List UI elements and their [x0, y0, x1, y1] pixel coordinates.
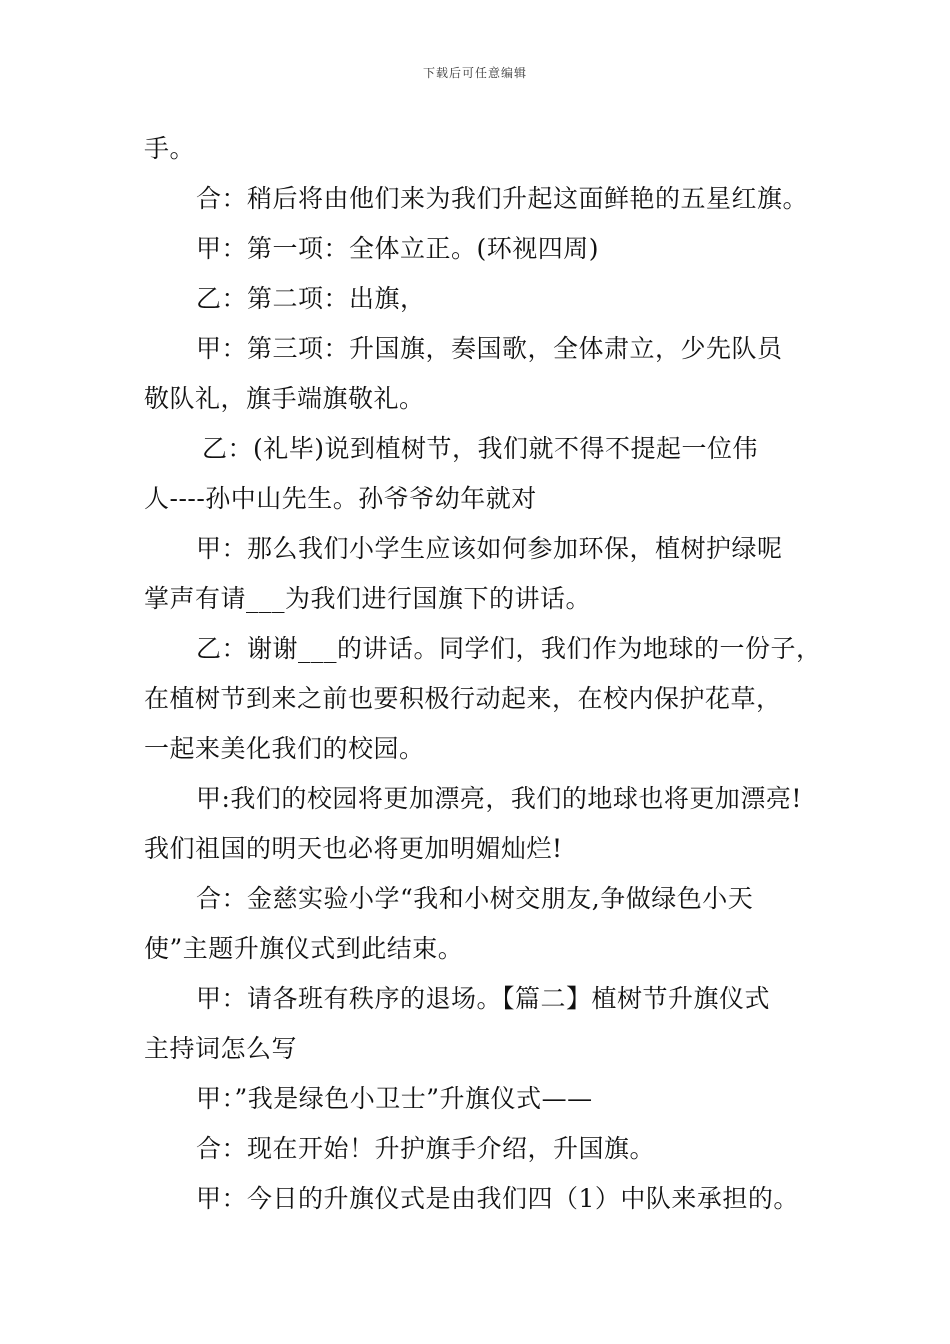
- paragraph-line: 甲：”我是绿色小卫士”升旗仪式——: [196, 1084, 593, 1113]
- paragraph-line: 合：现在开始！升护旗手介绍，升国旗。: [196, 1134, 656, 1163]
- document-body: [144, 124, 822, 1224]
- paragraph-line: 合：稍后将由他们来为我们升起这面鲜艳的五星红旗。: [196, 184, 809, 213]
- paragraph-line: 甲：第三项：升国旗，奏国歌，全体肃立，少先队员: [196, 334, 783, 363]
- paragraph-line: 使”主题升旗仪式到此结束。: [144, 934, 464, 963]
- paragraph-line: 人----孙中山先生。孙爷爷幼年就对: [144, 484, 537, 513]
- paragraph-line: 手。: [144, 134, 196, 163]
- paragraph-line: 掌声有请___为我们进行国旗下的讲话。: [144, 584, 592, 613]
- paragraph-line: 甲:我们的校园将更加漂亮，我们的地球也将更加漂亮!: [196, 784, 802, 813]
- page-header: 下载后可任意编辑: [422, 66, 527, 80]
- paragraph-line: 甲：请各班有秩序的退场。【篇二】植树节升旗仪式: [196, 984, 771, 1013]
- paragraph-line: 在植树节到来之前也要积极行动起来，在校内保护花草，: [144, 684, 782, 713]
- paragraph-line: 合：金慈实验小学“我和小树交朋友,争做绿色小天: [196, 884, 754, 913]
- paragraph-line: 甲：今日的升旗仪式是由我们四（1）中队来承担的。: [196, 1184, 799, 1213]
- paragraph-line: 甲：那么我们小学生应该如何参加环保，植树护绿呢: [196, 534, 783, 563]
- paragraph-line: 主持词怎么写: [144, 1034, 298, 1063]
- paragraph-line: 敬队礼，旗手端旗敬礼。: [144, 384, 425, 413]
- paragraph-line: 甲：第一项：全体立正。(环视四周): [196, 234, 600, 263]
- paragraph-line: 乙：第二项：出旗，: [196, 284, 426, 313]
- paragraph-line: 乙：(礼毕)说到植树节，我们就不得不提起一位伟: [202, 434, 759, 463]
- paragraph-line: 我们祖国的明天也必将更加明媚灿烂!: [144, 834, 563, 863]
- paragraph-line: 一起来美化我们的校园。: [144, 734, 425, 763]
- paragraph-line: 乙：谢谢___的讲话。同学们，我们作为地球的一份子，: [196, 634, 822, 663]
